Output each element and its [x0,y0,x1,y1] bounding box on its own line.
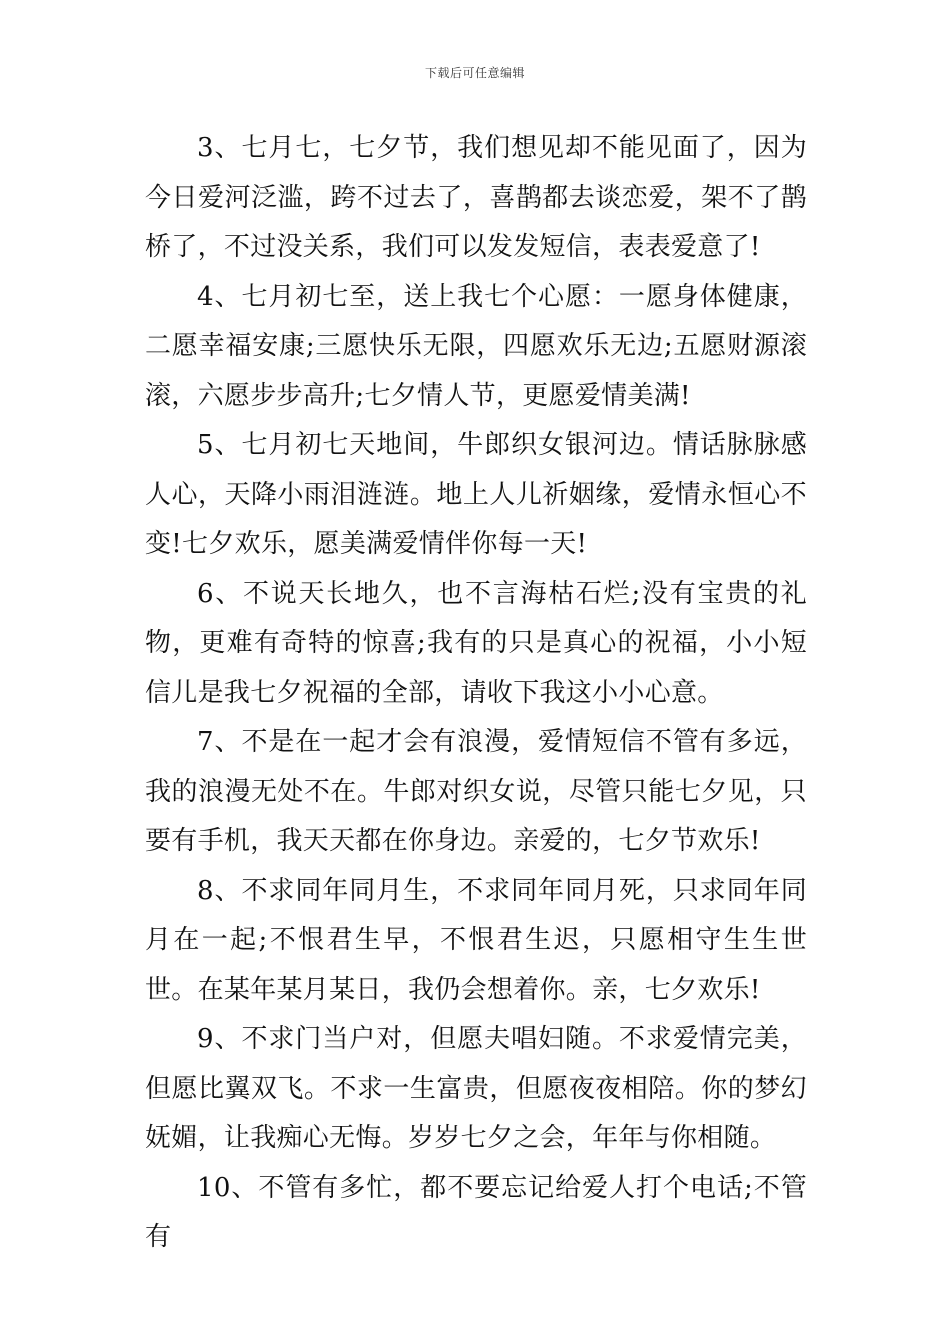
paragraph-5: 5、七月初七天地间，牛郎织女银河边。情话脉脉感人心，天降小雨泪涟涟。地上人儿祈姻缘，爱情永恒心不变!七夕欢乐，愿美满爱情伴你每一天! [145,430,807,559]
page-header-note: 下载后可任意编辑 [424,66,525,80]
paragraph-9: 9、不求门当户对，但愿夫唱妇随。不求爱情完美，但愿比翼双飞。不求一生富贵，但愿夜夜相陪。你的梦幻妩媚，让我痴心无悔。岁岁七夕之会，年年与你相随。 [145,1024,807,1153]
document-body [145,124,807,1263]
paragraph-3: 3、七月七，七夕节，我们想见却不能见面了，因为今日爱河泛滥，跨不过去了，喜鹊都去谈恋爱，架不了鹊桥了，不过没关系，我们可以发发短信，表表爱意了! [145,133,807,262]
paragraph-8: 8、不求同年同月生，不求同年同月死，只求同年同月在一起;不恨君生早，不恨君生迟，只愿相守生生世世。在某年某月某日，我仍会想着你。亲，七夕欢乐! [145,875,807,1005]
paragraph-7: 7、不是在一起才会有浪漫，爱情短信不管有多远，我的浪漫无处不在。牛郎对织女说，尽管只能七夕见，只要有手机，我天天都在你身边。亲爱的，七夕节欢乐! [145,727,807,856]
paragraph-4: 4、七月初七至，送上我七个心愿：一愿身体健康，二愿幸福安康;三愿快乐无限，四愿欢乐无边;五愿财源滚滚，六愿步步高升;七夕情人节，更愿爱情美满! [145,281,807,411]
paragraph-6: 6、不说天长地久，也不言海枯石烂;没有宝贵的礼物，更难有奇特的惊喜;我有的只是真心的祝福，小小短信儿是我七夕祝福的全部，请收下我这小小心意。 [145,578,807,708]
paragraph-10: 10、不管有多忙，都不要忘记给爱人打个电话;不管有 [145,1172,807,1252]
